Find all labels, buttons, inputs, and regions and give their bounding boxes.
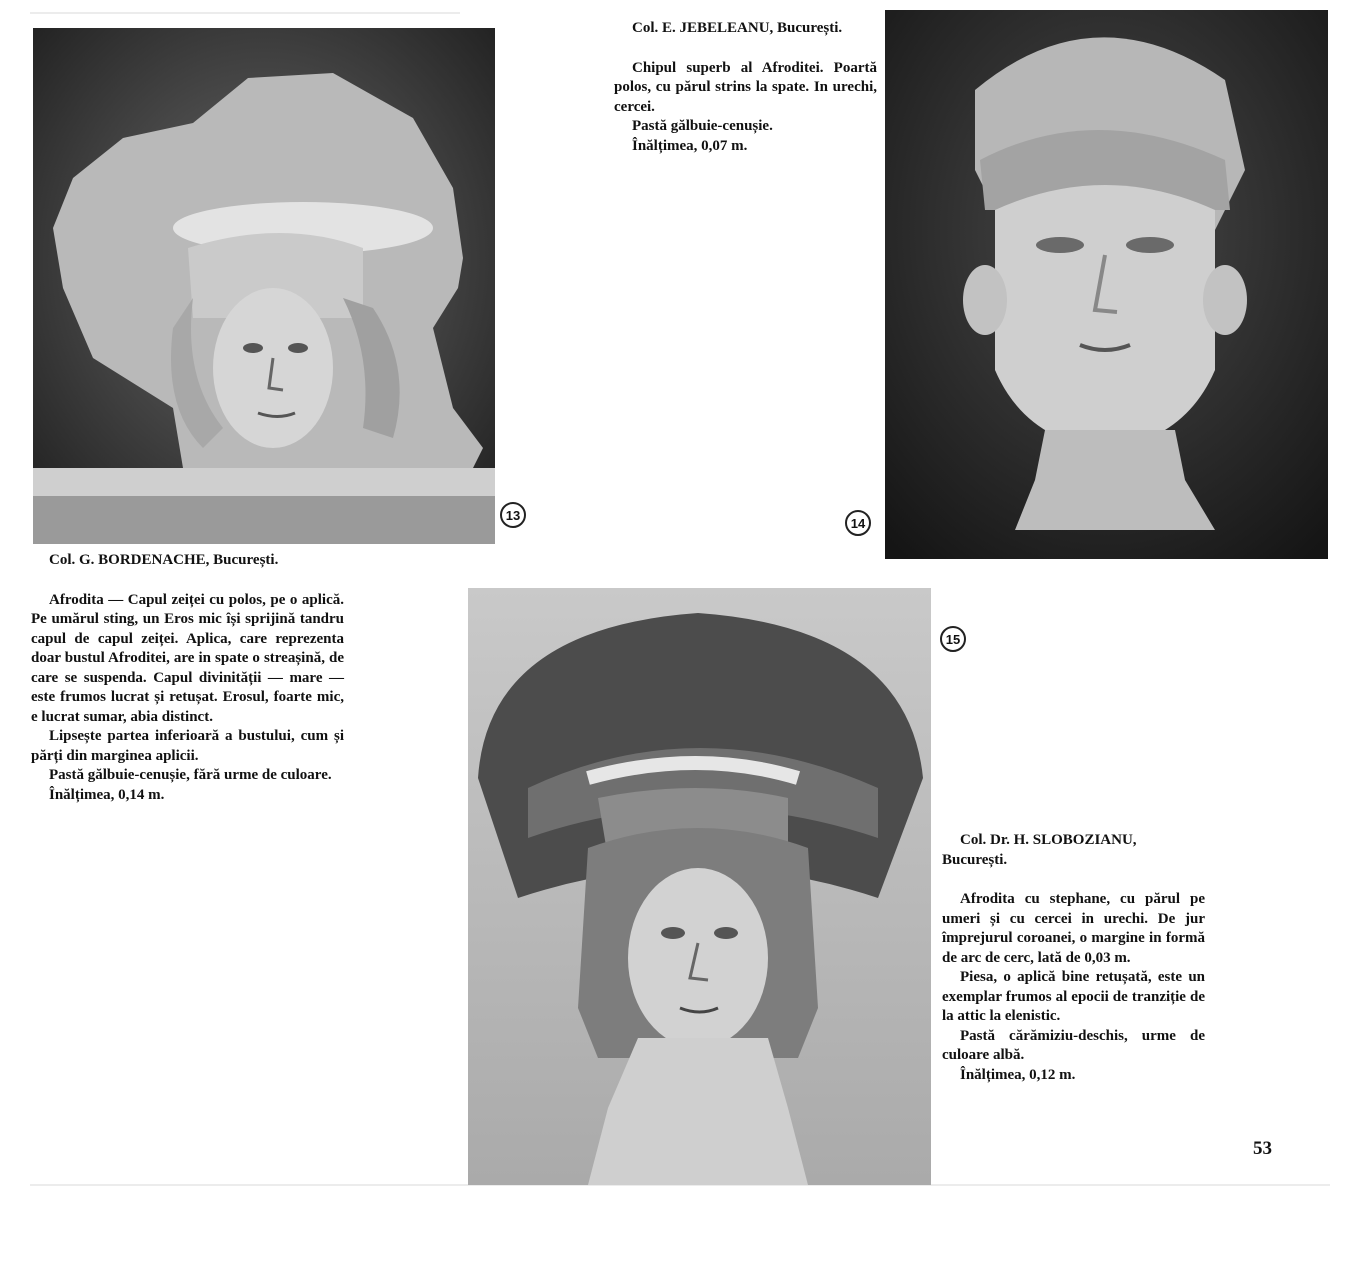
caption-14-description: Chipul superb al Afroditei. Poartă polos, cu părul strins la spate. In urechi, cercei. bbox=[614, 59, 877, 115]
page-number: 53 bbox=[1253, 1138, 1272, 1159]
caption-15-height: Înălțimea, 0,12 m. bbox=[960, 1066, 1076, 1083]
caption-15-description: Afrodita cu stephane, cu părul pe umeri și cu cercei in urechi. De jur împrejurul coroanei, o margine in formă de arc de cerc, lată de 0,03 m. bbox=[942, 891, 1205, 966]
caption-13-material: Pastă gălbuie-cenușie, fără urme de culoare. bbox=[49, 767, 332, 783]
top-rule bbox=[30, 12, 460, 14]
caption-13-collection: Col. G. BORDENACHE, București. bbox=[49, 552, 279, 568]
caption-14-height: Înălțimea, 0,07 m. bbox=[632, 137, 748, 154]
figure-14-number: 14 bbox=[845, 510, 871, 536]
caption-15-remarks: Piesa, o aplică bine retușată, este un exemplar frumos al epocii de tranziție de la attic la elenistic. bbox=[942, 969, 1205, 1024]
caption-13-description: Afrodita — Capul zeiței cu polos, pe o aplică. Pe umărul sting, un Eros mic își sprijină tandru capul de capul zeiței. Aplica, care reprezenta doar bustul Afroditei, are in spate o streașină, de care se suspenda. Capul divinității — mare — este frumos lucrat și retușat. Erosul, foarte mic, e lucrat sumar, abia distinct. bbox=[31, 591, 344, 725]
caption-15-material: Pastă cărămiziu-deschis, urme de culoare albă. bbox=[942, 1027, 1205, 1063]
caption-13-condition: Lipsește partea inferioară a bustului, cum și părți din marginea aplicii. bbox=[31, 728, 344, 764]
caption-14-material: Pastă gălbuie-cenușie. bbox=[632, 118, 773, 134]
caption-14-collection: Col. E. JEBELEANU, București. bbox=[632, 20, 843, 36]
photo-13-aphrodite-with-eros bbox=[33, 28, 495, 544]
photo-14-aphrodite-head bbox=[885, 10, 1328, 559]
caption-13-height: Înălțimea, 0,14 m. bbox=[49, 786, 165, 803]
caption-15 bbox=[942, 831, 1205, 1085]
photo-15-aphrodite-stephane bbox=[468, 588, 931, 1185]
caption-14 bbox=[614, 19, 877, 156]
caption-13 bbox=[31, 551, 344, 805]
figure-15-number: 15 bbox=[940, 626, 966, 652]
caption-15-collection: Col. Dr. H. SLOBOZIANU, București. bbox=[942, 832, 1137, 868]
figure-13-number: 13 bbox=[500, 502, 526, 528]
